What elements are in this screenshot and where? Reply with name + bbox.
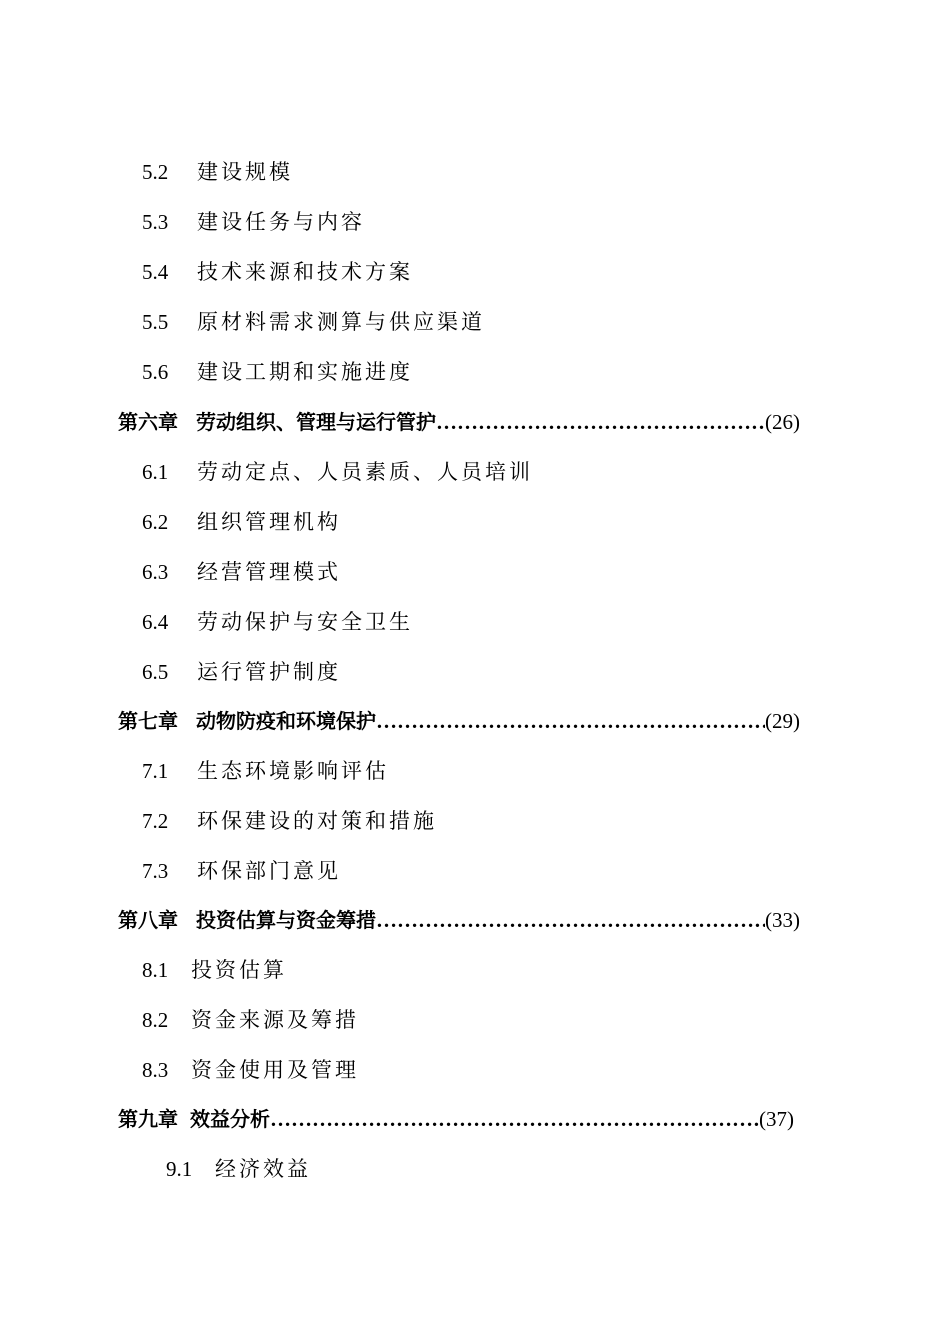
section-title: 生态环境影响评估 [197,759,389,783]
toc-entry-6-1 [142,455,533,489]
section-number: 8.3 [142,1058,169,1082]
dot-leader [270,1102,759,1136]
page-number: (29) [765,709,800,733]
section-title: 经济效益 [215,1157,311,1181]
toc-entry-5-3 [142,205,365,239]
section-number: 5.6 [142,360,169,384]
section-title: 劳动定点、人员素质、人员培训 [197,460,533,484]
chapter-label: 第七章 [118,709,178,733]
section-title: 建设工期和实施进度 [197,360,413,384]
toc-chapter-7 [118,704,800,738]
page-number: (33) [765,908,800,932]
chapter-label: 第六章 [118,410,178,434]
toc-entry-7-1 [142,754,389,788]
section-number: 6.2 [142,510,169,534]
section-number: 8.2 [142,1008,169,1032]
section-number: 7.2 [142,809,169,833]
section-number: 7.1 [142,759,169,783]
section-number: 5.3 [142,210,169,234]
section-number: 6.3 [142,560,169,584]
section-title: 劳动保护与安全卫生 [197,610,413,634]
toc-chapter-9 [118,1102,794,1136]
toc-entry-6-4 [142,605,413,639]
section-title: 原材料需求测算与供应渠道 [197,310,485,334]
section-title: 组织管理机构 [197,510,341,534]
toc-entry-6-2 [142,505,341,539]
toc-entry-7-3 [142,854,341,888]
section-number: 9.1 [166,1157,193,1181]
toc-entry-5-4 [142,255,413,289]
toc-entry-5-5 [142,305,485,339]
chapter-title: 动物防疫和环境保护 [196,709,376,733]
section-number: 6.1 [142,460,169,484]
section-number: 5.4 [142,260,169,284]
section-title: 资金使用及管理 [191,1058,359,1082]
toc-entry-5-2 [142,155,293,189]
toc-entry-7-2 [142,804,437,838]
section-title: 建设规模 [197,160,293,184]
section-number: 7.3 [142,859,169,883]
section-title: 环保部门意见 [197,859,341,883]
section-title: 技术来源和技术方案 [197,260,413,284]
toc-entry-5-6 [142,355,413,389]
chapter-title: 投资估算与资金筹措 [196,908,376,932]
toc-entry-8-1 [142,953,287,987]
toc-chapter-8 [118,903,800,937]
section-number: 6.4 [142,610,169,634]
dot-leader [376,704,765,738]
section-title: 投资估算 [191,958,287,982]
dot-leader [436,405,765,439]
dot-leader [376,903,765,937]
toc-chapter-6 [118,405,800,439]
section-title: 环保建设的对策和措施 [197,809,437,833]
chapter-title: 劳动组织、管理与运行管护 [196,410,436,434]
section-number: 5.2 [142,160,169,184]
section-number: 8.1 [142,958,169,982]
toc-entry-8-3 [142,1053,359,1087]
toc-entry-9-1 [166,1152,311,1186]
toc-entry-8-2 [142,1003,359,1037]
chapter-label: 第九章 [118,1107,178,1131]
section-title: 经营管理模式 [197,560,341,584]
page-number: (37) [759,1107,794,1131]
section-title: 运行管护制度 [197,660,341,684]
toc-entry-6-5 [142,655,341,689]
section-title: 资金来源及筹措 [191,1008,359,1032]
chapter-title: 效益分析 [190,1107,270,1131]
toc-entry-6-3 [142,555,341,589]
section-number: 6.5 [142,660,169,684]
section-number: 5.5 [142,310,169,334]
chapter-label: 第八章 [118,908,178,932]
section-title: 建设任务与内容 [197,210,365,234]
page-number: (26) [765,410,800,434]
